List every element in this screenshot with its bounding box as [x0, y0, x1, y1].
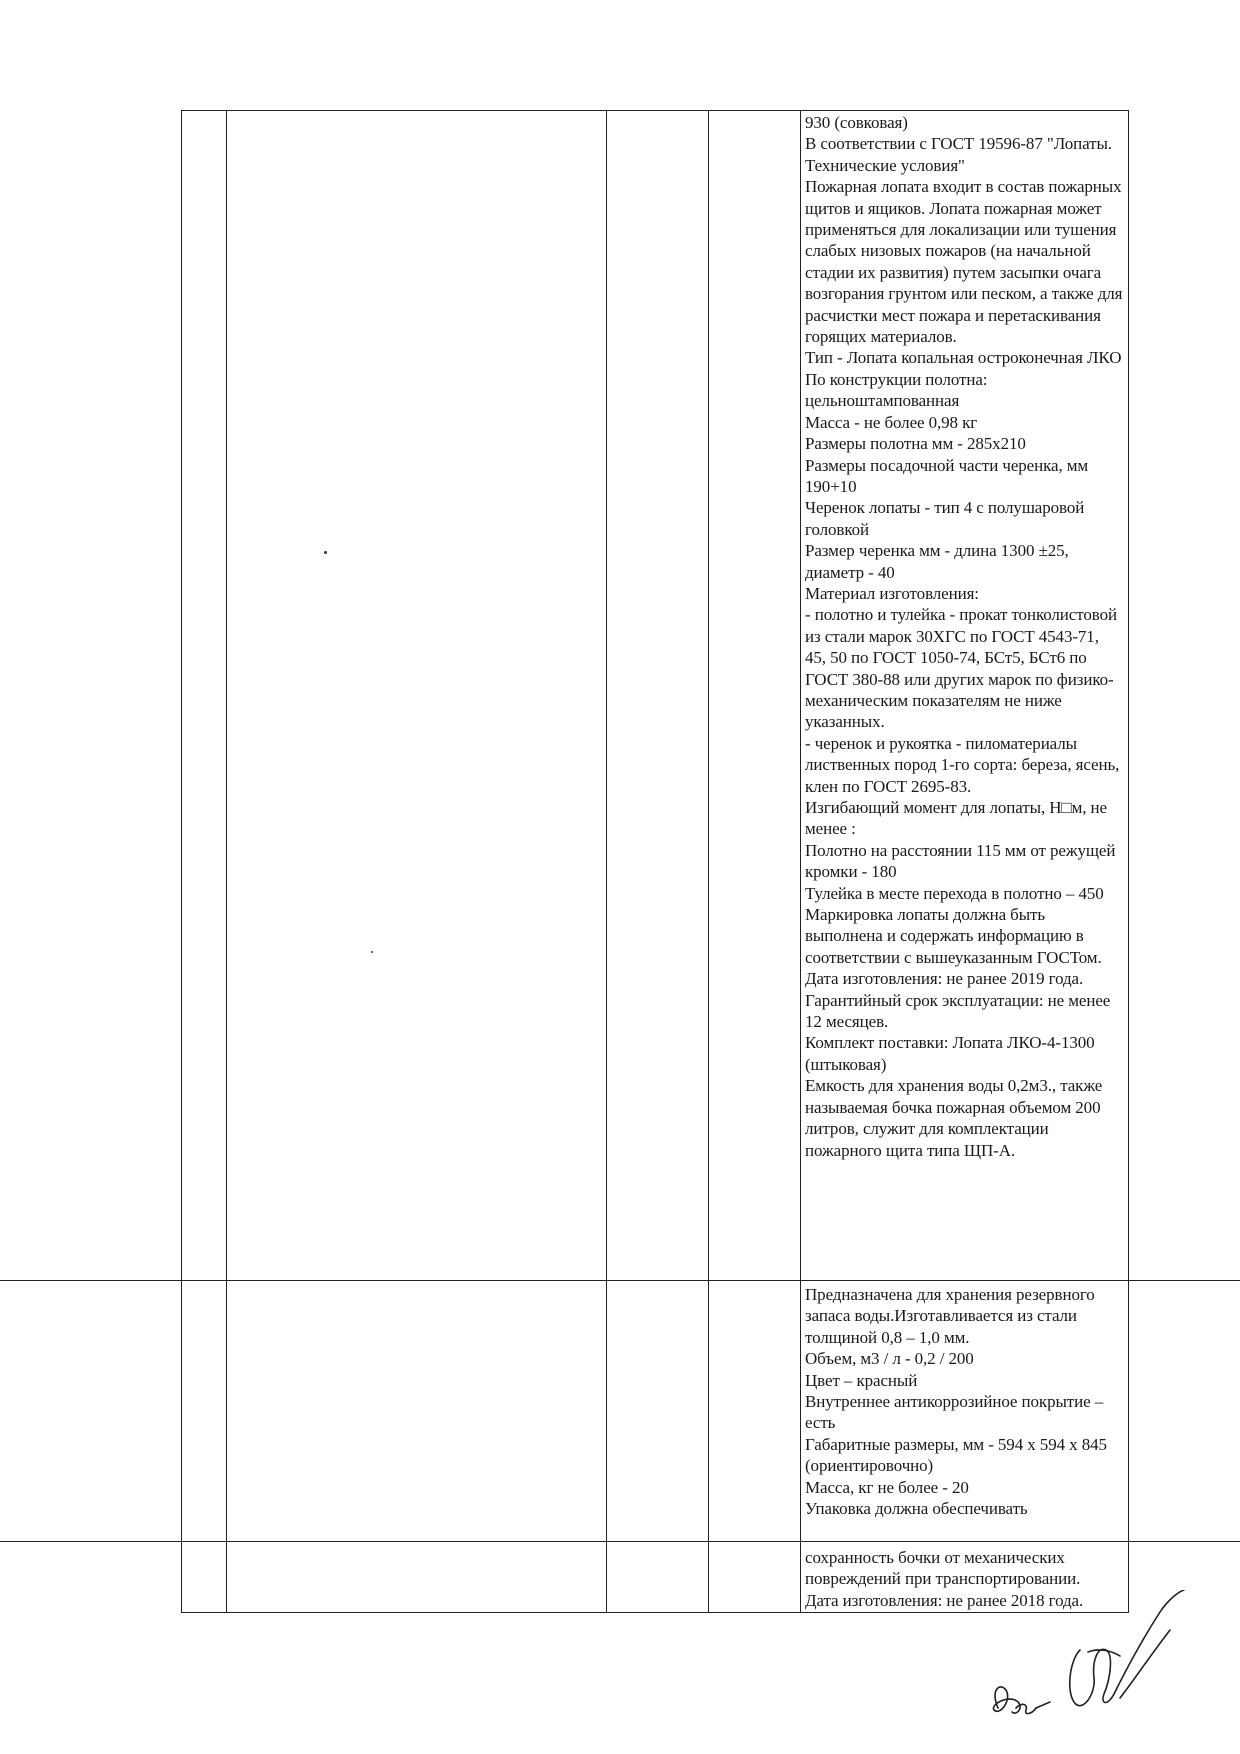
table-column-divider — [226, 110, 227, 1612]
scan-speck — [371, 951, 373, 953]
table-cell-description-middle: Предназначена для хранения резервного запаса воды.Изготавливается из стали толщиной 0,8 – 1,0 мм. Объем, м3 / л - 0,2 / 200 Цвет – красный Внутреннее антикоррозийное покрытие – есть Габаритные размеры, мм - 594 х 594 х 845 (ориентировочно) Масса, кг не более - 20 Упаковка должна обеспечивать — [805, 1285, 1107, 1519]
scan-speck — [324, 551, 327, 554]
handwritten-signature-icon — [970, 1590, 1200, 1730]
table-border-right — [1128, 110, 1129, 1612]
table-column-divider — [606, 110, 607, 1612]
table-border-left — [181, 110, 182, 1612]
table-column-divider — [800, 110, 801, 1612]
table-column-divider — [708, 110, 709, 1612]
table-top-border — [181, 110, 1129, 111]
table-row-divider — [0, 1541, 1240, 1542]
table-cell-description-top: 930 (совковая) В соответствии с ГОСТ 19596-87 "Лопаты. Технические условия" Пожарная лопата входит в состав пожарных щитов и ящиков. Лопата пожарная может применяться для локализации или тушения слабых низовых пожаров (на начальной стадии их развития) путем засыпки очага возгорания грунтом или песком, а также для расчистки мест пожара и перетаскивания горящих материалов. Тип - Лопата копальная остроконечная ЛКО По конструкции полотна: цельноштампованная Масса - не более 0,98 кг Размеры полотна мм - 285х210 Размеры посадочной части черенка, мм 190+10 Черенок лопаты - тип 4 с полушаровой головкой Размер черенка мм - длина 1300 ±25, диаметр - 40 Материал изготовления: - полотно и тулейка - прокат тонколистовой из стали марок 30ХГС по ГОСТ 4543-71, 45, 50 по ГОСТ 1050-74, БСт5, БСт6 по ГОСТ 380-88 или других марок по физико-механическим показателям не ниже указанных. - черенок и рукоятка - пиломатериалы лиственных пород 1-го сорта: береза, ясень, клен по ГОСТ 2695-83. Изгибающий момент для лопаты, Н□м, не менее : Полотно на расстоянии 115 мм от режущей кромки - 180 Тулейка в месте перехода в полотно – 450 Маркировка лопаты должна быть выполнена и содержать информацию в соответствии с вышеуказанным ГОСТом. Дата изготовления: не ранее 2019 года. Гарантийный срок эксплуатации: не менее 12 месяцев. Комплект поставки: Лопата ЛКО-4-1300 (штыковая) Емкость для хранения воды 0,2м3., также называемая бочка пожарная объемом 200 литров, служит для комплектации пожарного щита типа ЩП-А. — [805, 113, 1123, 1160]
table-row-divider — [0, 1280, 1240, 1281]
table-cell-description-bottom: сохранность бочки от механических повреждений при транспортировании. Дата изготовления: не ранее 2018 года. — [805, 1548, 1084, 1610]
